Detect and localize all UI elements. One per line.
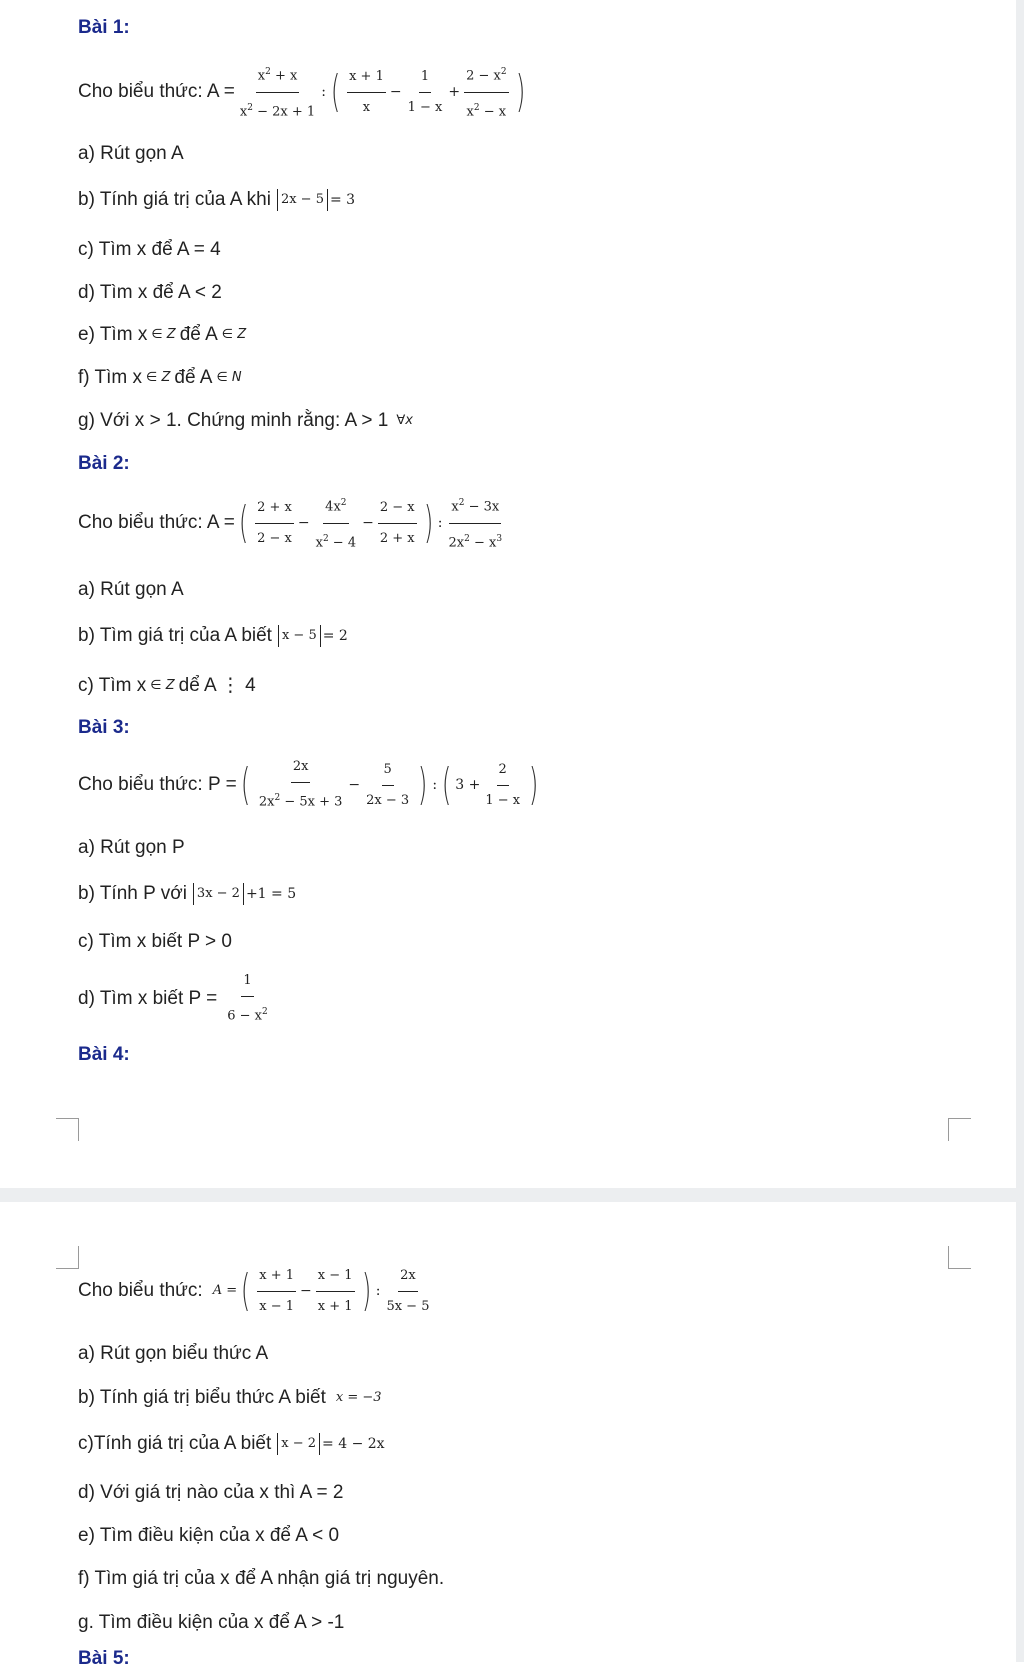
page-corner-mark	[56, 1246, 79, 1269]
bai3-title: Bài 3:	[78, 717, 130, 738]
fraction: $\frac{x + 1}{x}$	[347, 65, 386, 120]
fraction: $\frac{2 + x}{2 - x}$	[255, 496, 294, 551]
bai2-b: b) Tìm giá trị của A biết x − 5 = 2	[78, 625, 348, 646]
bai4-d: d) Với giá trị nào của x thì A = 2	[78, 1482, 344, 1503]
fraction: $\frac{1}{1 - x}$	[406, 65, 445, 120]
bai4-b: b) Tính giá trị biểu thức A biết x = −3	[78, 1387, 382, 1408]
bai4-a: a) Rút gọn biểu thức A	[78, 1343, 269, 1364]
bai4-e: e) Tìm điều kiện của x để A < 0	[78, 1525, 340, 1546]
bai1-e: e) Tìm x ∈ Z để A ∈ Z	[78, 324, 247, 345]
bai1-g: g) Với x > 1. Chứng minh rằng: A > 1 ∀x	[78, 410, 413, 431]
bai1-f: f) Tìm x ∈ Z để A ∈ N	[78, 367, 242, 388]
bai2-expression: Cho biểu thức: A = ( $\frac{2 + x}{2 - x}$ − $\frac{4x^2}{x^2 - 4}$ − $\frac{2 - x}{2 + x}$ ) : $\frac{x^2 - 3x}{2x^2 - x^3}$	[78, 490, 507, 556]
fraction: $\frac{x^2 + x}{x^2 - 2x + 1}$	[238, 60, 317, 124]
page-corner-mark	[948, 1246, 971, 1269]
fraction: $\frac{x^2 - 3x}{2x^2 - x^3}$	[447, 491, 505, 555]
page-corner-mark	[56, 1118, 79, 1141]
bai1-d: d) Tìm x để A < 2	[78, 282, 222, 303]
fraction: $\frac{4x^2}{x^2 - 4}$	[314, 491, 359, 555]
bai2-a: a) Rút gọn A	[78, 579, 184, 600]
fraction: $\frac{2 - x}{2 + x}$	[378, 496, 417, 551]
bai5-title: Bài 5:	[78, 1648, 130, 1669]
bai1-expression: Cho biểu thức: A = $\frac{x^2 + x}{x^2 - 2x + 1}$ : ( $\frac{x + 1}{x}$ − $\frac{1}{1 - x}$ + $\frac{2 - x^2}{x^2 - x}$ )	[78, 54, 529, 130]
fraction: $\frac{5}{2x - 3}$	[364, 758, 411, 813]
bai3-a: a) Rút gọn P	[78, 837, 185, 858]
bai2-c: c) Tìm x ∈ Z dể A ⋮ 4	[78, 675, 256, 696]
bai4-g: g. Tìm điều kiện của x để A > -1	[78, 1612, 345, 1633]
fraction: $\frac{2 - x^2}{x^2 - x}$	[464, 60, 509, 124]
page-corner-mark	[948, 1118, 971, 1141]
fraction: $\frac{2x}{2x^2 - 5x + 3}$	[257, 755, 345, 814]
bai3-d: d) Tìm x biết P = $\frac{1}{6 - x^2}$	[78, 974, 273, 1024]
bai1-b: b) Tính giá trị của A khi 2x − 5 = 3	[78, 189, 356, 210]
fraction: $\frac{2}{1 - x}$	[483, 758, 522, 813]
bai4-c: c)Tính giá trị của A biết x − 2 = 4 − 2x	[78, 1433, 385, 1454]
bai1-title: Bài 1:	[78, 17, 130, 38]
bai4-title: Bài 4:	[78, 1044, 130, 1065]
fraction: $\frac{x + 1}{x - 1}$	[257, 1264, 296, 1319]
bai4-expression: Cho biểu thức: A = ( $\frac{x + 1}{x - 1}$ − $\frac{x - 1}{x + 1}$ ) : $\frac{2x}{5x - 5}$	[78, 1258, 434, 1324]
bai1-c: c) Tìm x để A = 4	[78, 239, 221, 260]
bai3-b: b) Tính P với 3x − 2 +1 = 5	[78, 883, 297, 904]
bai1-a: a) Rút gọn A	[78, 143, 184, 164]
fraction: $\frac{x - 1}{x + 1}$	[316, 1264, 355, 1319]
bai2-title: Bài 2:	[78, 453, 130, 474]
fraction: $\frac{1}{6 - x^2}$	[225, 969, 270, 1028]
bai4-f: f) Tìm giá trị của x để A nhận giá trị nguyên.	[78, 1568, 445, 1589]
bai3-c: c) Tìm x biết P > 0	[78, 931, 232, 952]
scroll-edge	[1016, 0, 1024, 1662]
bai3-expression: Cho biểu thức: P = ( $\frac{2x}{2x^2 - 5x + 3}$ − $\frac{5}{2x - 3}$ ) : ( 3 + $\frac{2}{1 - x}$ )	[78, 752, 542, 818]
fraction: $\frac{2x}{5x - 5}$	[384, 1264, 431, 1319]
page-gap	[0, 1188, 1016, 1202]
